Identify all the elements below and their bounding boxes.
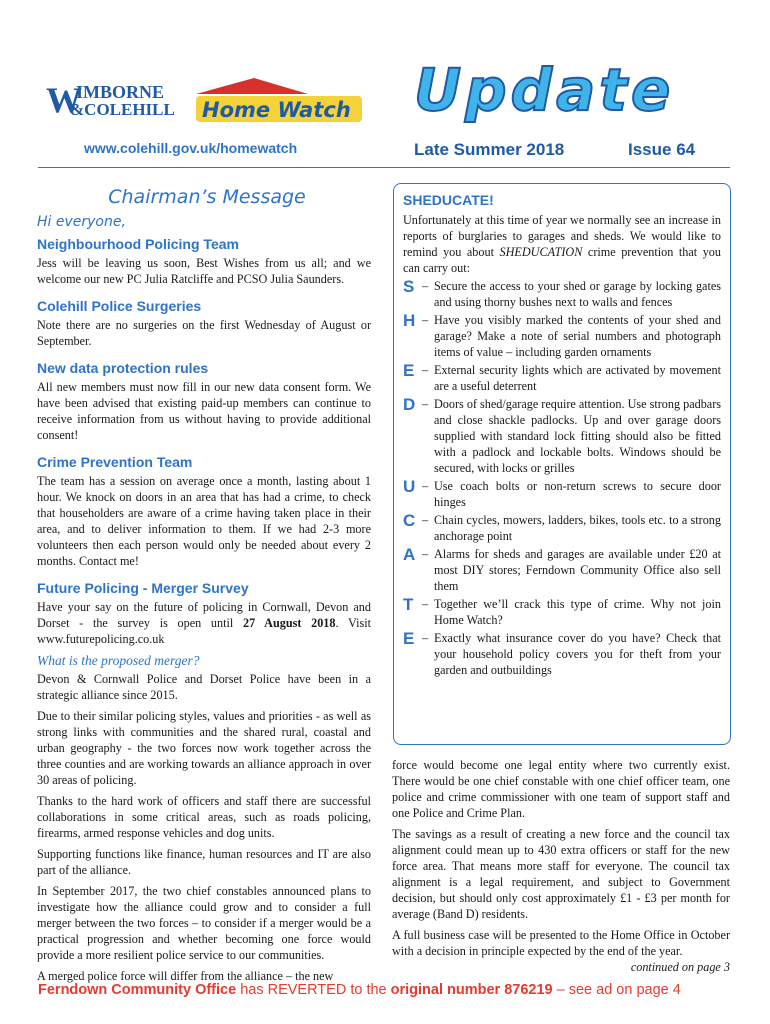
intro-text-end: crime prevention that you can carry out:	[403, 245, 721, 275]
paragraph-future-policing	[37, 599, 371, 647]
tip-dash: –	[422, 397, 429, 411]
paragraph-continued-2: The savings as a result of creating a new force and the council tax alignment could mean up to 430 extra officers or staff for the new force area. That means more staff for everyone. The council tax alignment is a legal requirement, and subject to Government decision, but should only cost approximately £1 - £3 per month for average (Band D) residents.	[392, 827, 730, 921]
footer-text: has REVERTED to the	[236, 982, 391, 998]
heading-data-protection: New data protection rules	[37, 360, 209, 376]
svg-text:&COLEHILL: &COLEHILL	[70, 100, 175, 119]
paragraph-crime-prevention: The team has a session on average once a month, lasting about 1 hour. We knock on doors in an area that has had a crime, to check that householders are aware of a crime having taken place in their area, and to deliver information to them. If we had 2-3 more volunteers then each person would only be needed about every 2 months. Contact me!	[37, 474, 371, 568]
paragraph-merger-6: A merged police force will differ from the alliance – the new	[37, 969, 334, 983]
paragraph-neighbourhood-policing: Jess will be leaving us soon, Best Wishes from us all; and we welcome our new PC Julia Ratcliffe and PCSO Julia Saunders.	[37, 256, 371, 286]
tip-text: External security lights which are activated by movement are a useful deterrent	[434, 363, 721, 393]
tip-item	[403, 362, 721, 394]
left-column	[37, 186, 371, 984]
paragraph-merger-2: Due to their similar policing styles, values and priorities - as well as strong links with communities and the shared rural, coastal and urban geography - the two forces now work together across the three counties and are working towards an alliance approach in over 30 areas of policing.	[37, 709, 371, 787]
header-divider	[38, 167, 730, 168]
tip-letter: U	[403, 477, 416, 496]
heading-crime-prevention: Crime Prevention Team	[37, 454, 193, 470]
footer-see-ad: – see ad on page 4	[552, 982, 681, 998]
tip-letter: C	[403, 511, 416, 530]
tip-text: Have you visibly marked the contents of your shed and garage? Make a note of serial numbers and photograph items of value – including garden ornaments	[434, 313, 721, 359]
tip-item	[403, 278, 721, 310]
tip-letter: A	[403, 545, 416, 564]
right-column-continued	[392, 757, 730, 975]
footer-phone-number: original number 876219	[390, 982, 553, 998]
tip-dash: –	[422, 479, 429, 493]
tip-text: Together we’ll crack this type of crime. Why not join Home Watch?	[434, 597, 721, 627]
paragraph-merger-3: Thanks to the hard work of officers and staff there are successful collaborations in some critical areas, such as roads policing, firearms, armed response vehicles and dog units.	[37, 794, 371, 840]
merger-question: What is the proposed merger?	[37, 653, 200, 668]
tip-letter: T	[403, 595, 414, 614]
sheducate-box	[393, 183, 731, 745]
paragraph-data-protection: All new members must now fill in our new data consent form. We have been advised that existing paid-up members can continue to receive information from us without having to provide additional consent!	[37, 380, 371, 442]
sheducate-intro	[403, 212, 721, 276]
website-url[interactable]: www.colehill.gov.uk/homewatch	[84, 140, 298, 156]
tip-letter: E	[403, 361, 415, 380]
tip-dash: –	[422, 363, 429, 377]
tip-letter: D	[403, 395, 416, 414]
tip-letter: H	[403, 311, 416, 330]
tip-item	[403, 312, 721, 360]
tip-dash: –	[422, 279, 429, 293]
homewatch-logo	[46, 72, 366, 132]
svg-text:W: W	[46, 80, 82, 120]
greeting: Hi everyone,	[37, 214, 126, 230]
roof-shape	[196, 78, 308, 94]
paragraph-merger-1: Devon & Cornwall Police and Dorset Police have been in a strategic alliance since 2015.	[37, 672, 371, 702]
tip-dash: –	[422, 313, 429, 327]
svg-text:Home Watch: Home Watch	[202, 98, 351, 122]
tip-item	[403, 596, 721, 628]
chairman-title: Chairman’s Message	[108, 186, 306, 208]
survey-text: Have your say on the future of policing in Cornwall, Devon and Dorset - the survey is open until	[37, 600, 371, 630]
paragraph-continued-3	[392, 927, 730, 974]
tip-dash: –	[422, 631, 429, 645]
business-case-text: A full business case will be presented to the Home Office in October with a decision in principle expected by the end of the year.	[392, 928, 730, 958]
heading-future-policing: Future Policing - Merger Survey	[37, 580, 249, 596]
sheducate-title: SHEDUCATE!	[403, 192, 494, 208]
tip-dash: –	[422, 513, 429, 527]
tip-item	[403, 512, 721, 544]
continued-on-page-link[interactable]: continued on page 3	[630, 960, 730, 974]
footer-office-name: Ferndown Community Office	[38, 982, 237, 998]
tip-letter: S	[403, 277, 415, 296]
paragraph-merger-4: Supporting functions like finance, human resources and IT are also part of the alliance.	[37, 847, 371, 877]
tip-text: Chain cycles, mowers, ladders, bikes, tools etc. to a strong anchorage point	[434, 513, 721, 543]
paragraph-merger-5: In September 2017, the two chief constables announced plans to investigate how the alliance could grow and to consider a full merger between the two forces – to consider if a merger would be a practical progression and whether becoming one force would provide a more resilient police service to our communities.	[37, 884, 371, 962]
tip-dash: –	[422, 597, 429, 611]
intro-text: Unfortunately at this time of year we normally see an increase in reports of burglaries to garages and sheds. We would like to remind you about	[403, 213, 721, 259]
paragraph-police-surgeries: Note there are no surgeries on the first Wednesday of August or September.	[37, 318, 371, 348]
tip-item	[403, 546, 721, 594]
tip-item	[403, 396, 721, 476]
issue-date: Late Summer 2018	[414, 140, 565, 159]
intro-emphasis: SHEDUCATION	[499, 245, 583, 259]
tip-item	[403, 478, 721, 510]
tip-letter: E	[403, 629, 415, 648]
survey-link-text: . Visit www.futurepolicing.co.uk	[37, 616, 371, 646]
tip-text: Use coach bolts or non-return screws to secure door hinges	[434, 479, 721, 509]
tip-dash: –	[422, 547, 429, 561]
tip-text: Doors of shed/garage require attention. Use strong padbars and close shackle padlocks. Up and over garage doors supplied with standard lock fitting should also be fitted with a padlock and lockable bolts. Windows should be secured, with locks or grilles	[434, 397, 721, 475]
survey-deadline: 27 August 2018	[242, 616, 336, 630]
footer-notice	[38, 982, 681, 998]
heading-police-surgeries: Colehill Police Surgeries	[37, 298, 202, 314]
tip-text: Secure the access to your shed or garage by locking gates and using thorny bushes next to walls and fences	[434, 279, 721, 309]
svg-text:IMBORNE: IMBORNE	[76, 82, 165, 102]
paragraph-continued-1: force would become one legal entity where two currently exist. There would be one chief constable with one chief officer team, one police and crime commissioner with one team of support staff and one Police and Crime Plan.	[392, 758, 730, 820]
tip-text: Exactly what insurance cover do you have? Check that your household policy covers you for theft from your garden and outbuildings	[434, 631, 721, 677]
tip-item	[403, 630, 721, 678]
heading-neighbourhood-policing: Neighbourhood Policing Team	[37, 236, 239, 252]
issue-number: Issue 64	[628, 140, 696, 159]
tip-text: Alarms for sheds and garages are available under £20 at most DIY stores; Ferndown Community Office also sell them	[434, 547, 721, 593]
newsletter-title: Update	[414, 56, 675, 124]
